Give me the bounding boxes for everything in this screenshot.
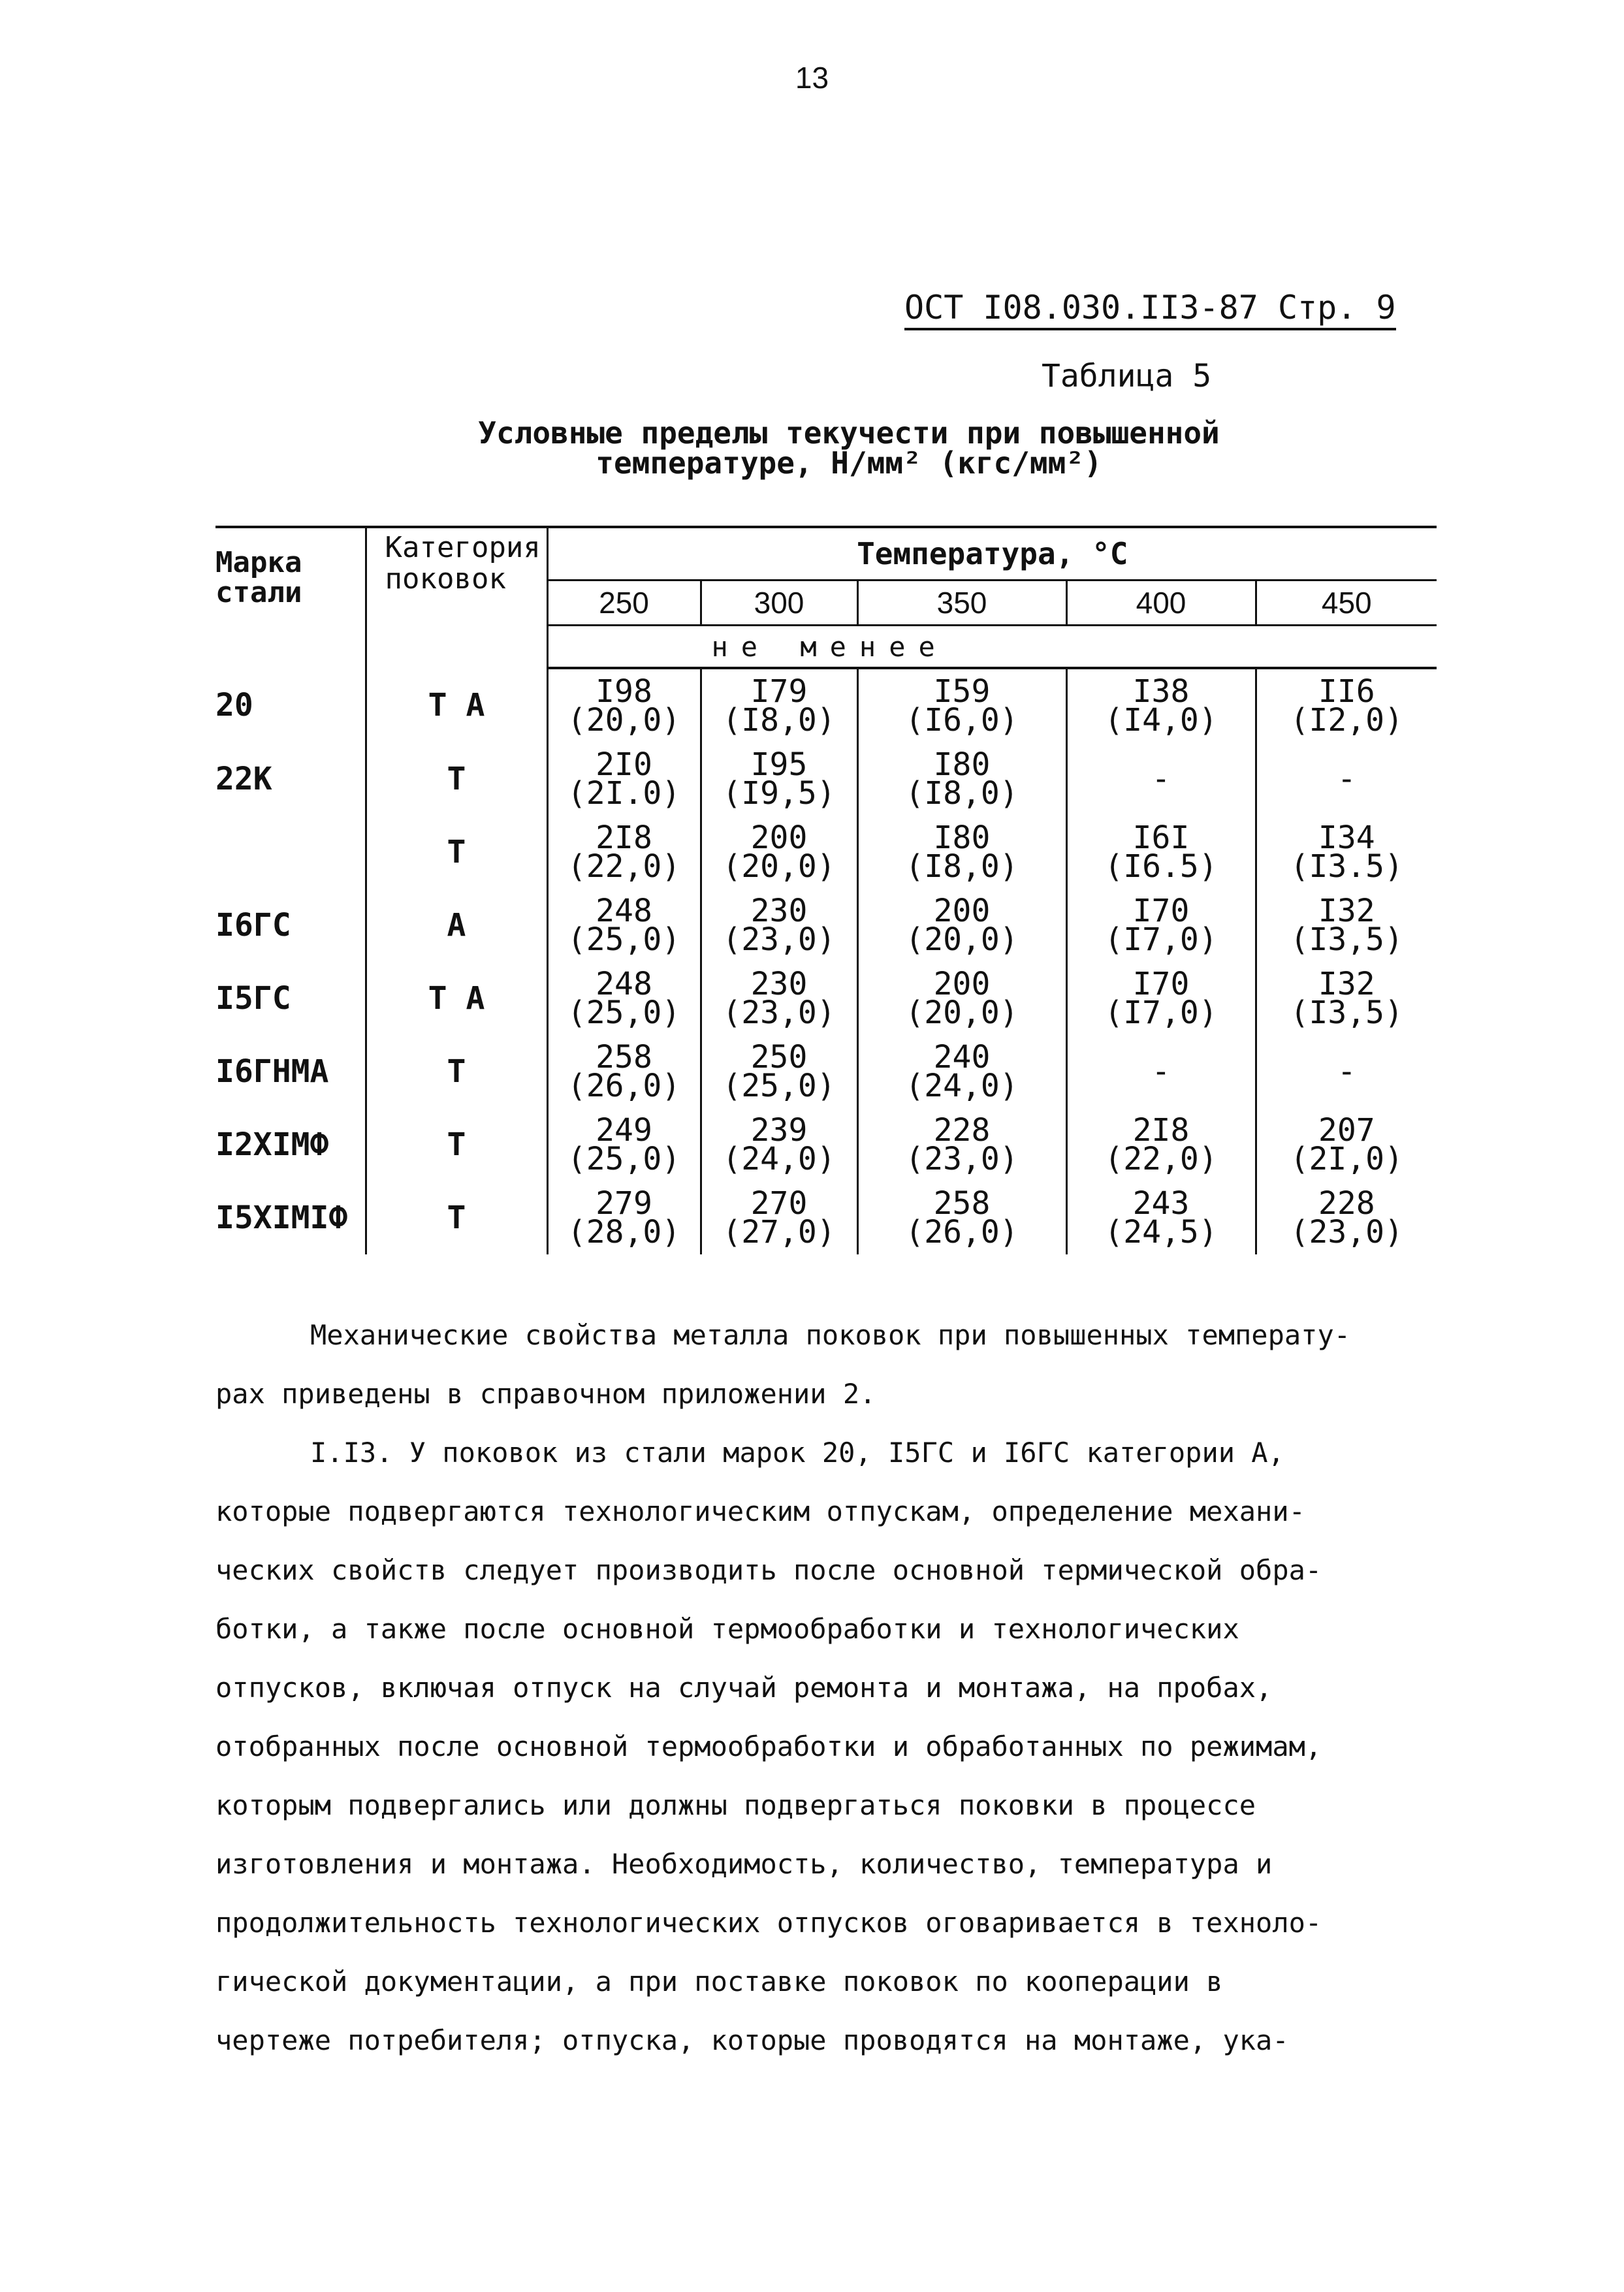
category-cell: Т А [366,668,547,742]
value-nmm2: 248 [596,893,652,929]
yield-value-cell [857,1035,1066,1108]
body-text-line: ботки, а также после основной термообработки и технологических [215,1613,1239,1645]
value-nmm2: 279 [596,1185,652,1222]
value-kgf-mm2: (25,0) [722,1068,836,1104]
yield-value-cell [1066,668,1256,742]
body-text-line: отпусков, включая отпуск на случай ремонта и монтажа, на пробах, [215,1672,1273,1704]
table-row [215,962,1437,1035]
value-nmm2: I32 [1318,966,1375,1002]
yield-value-cell [1066,742,1256,816]
body-text-line: ческих свойств следует производить после основной термической обра- [215,1554,1322,1586]
value-kgf-mm2: (22,0) [567,848,681,885]
table-title-line: температуре, Н/мм² (кгс/мм²) [596,445,1102,481]
value-kgf-mm2: (25,0) [567,921,681,958]
value-nmm2: 2I0 [596,746,652,783]
yield-value-cell [547,1108,701,1181]
yield-value-cell [701,668,857,742]
value-nmm2: 228 [933,1112,991,1149]
value-nmm2: 200 [750,820,808,856]
steel-grade-cell: 22К [215,742,366,816]
value-nmm2: 243 [1132,1185,1190,1222]
value-kgf-mm2: (28,0) [567,1214,681,1250]
value-kgf-mm2: (26,0) [905,1214,1019,1250]
yield-value-cell [857,1181,1066,1254]
value-kgf-mm2: (23,0) [722,995,836,1031]
value-kgf-mm2: (20,0) [905,995,1019,1031]
value-nmm2: - [1337,1053,1356,1090]
yield-value-cell [1256,668,1437,742]
body-text-line: Механические свойства металла поковок при повышенных температу- [310,1319,1351,1351]
value-nmm2: I70 [1132,893,1190,929]
category-cell: Т [366,816,547,889]
value-kgf-mm2: (I8,0) [722,702,836,739]
value-kgf-mm2: (23,0) [722,921,836,958]
value-nmm2: 2I8 [1132,1112,1190,1149]
value-kgf-mm2: (20,0) [567,702,681,739]
value-nmm2: 248 [596,966,652,1002]
header-forging-category: Категория поковок [366,527,547,668]
yield-value-cell [547,742,701,816]
header-steel-grade: Марка стали [215,527,366,668]
value-nmm2: 207 [1318,1112,1375,1149]
value-kgf-mm2: (20,0) [722,848,836,885]
value-kgf-mm2: (I2,0) [1290,702,1403,739]
category-cell: Т [366,1108,547,1181]
header-temp-450: 450 [1256,581,1437,626]
value-nmm2: I34 [1318,820,1375,856]
header-not-less-than: не менее [547,626,1437,669]
value-kgf-mm2: (23,0) [1290,1214,1403,1250]
value-nmm2: I38 [1132,673,1190,710]
yield-value-cell [1256,1108,1437,1181]
value-kgf-mm2: (2I,0) [1290,1141,1403,1177]
yield-value-cell [1256,1181,1437,1254]
table-row [215,742,1437,816]
yield-value-cell [1066,1181,1256,1254]
body-text-line: изготовления и монтажа. Необходимость, количество, температура и [215,1848,1273,1880]
value-kgf-mm2: (24,0) [722,1141,836,1177]
value-kgf-mm2: (I8,0) [905,775,1019,812]
value-kgf-mm2: (I6,0) [905,702,1019,739]
yield-value-cell [857,816,1066,889]
value-kgf-mm2: (I8,0) [905,848,1019,885]
value-nmm2: 258 [933,1185,991,1222]
value-kgf-mm2: (25,0) [567,995,681,1031]
value-nmm2: I59 [933,673,991,710]
header-temperature: Температура, °С [547,527,1437,581]
body-text-line: I.I3. У поковок из стали марок 20, I5ГС и I6ГС категории А, [310,1437,1284,1469]
value-kgf-mm2: (I7,0) [1104,995,1218,1031]
value-nmm2: II6 [1318,673,1375,710]
value-nmm2: I70 [1132,966,1190,1002]
yield-value-cell [1256,742,1437,816]
value-nmm2: 239 [750,1112,808,1149]
value-kgf-mm2: (I3,5) [1290,995,1403,1031]
body-text-line: продолжительность технологических отпусков оговаривается в техноло- [215,1907,1322,1939]
table-row [215,1108,1437,1181]
value-nmm2: 240 [933,1039,991,1075]
steel-grade-cell: I5ХIМIФ [215,1181,366,1254]
value-kgf-mm2: (24,5) [1104,1214,1218,1250]
yield-value-cell [1256,1035,1437,1108]
value-nmm2: 2I8 [596,820,652,856]
value-nmm2: I6I [1132,820,1190,856]
value-kgf-mm2: (26,0) [567,1068,681,1104]
yield-value-cell [1066,1108,1256,1181]
table-row [215,889,1437,962]
value-kgf-mm2: (I4,0) [1104,702,1218,739]
category-cell: Т [366,1035,547,1108]
yield-value-cell [701,962,857,1035]
page-number: 13 [795,61,829,95]
yield-value-cell [1066,962,1256,1035]
value-nmm2: I98 [596,673,652,710]
steel-grade-cell: I6ГНМА [215,1035,366,1108]
value-nmm2: I80 [933,746,991,783]
value-nmm2: - [1337,761,1356,797]
yield-value-cell [701,816,857,889]
value-nmm2: 228 [1318,1185,1375,1222]
value-kgf-mm2: (I3,5) [1290,921,1403,958]
yield-value-cell [1066,1035,1256,1108]
value-kgf-mm2: (22,0) [1104,1141,1218,1177]
steel-grade-cell [215,816,366,889]
value-nmm2: 230 [750,893,808,929]
value-kgf-mm2: (24,0) [905,1068,1019,1104]
category-cell: Т [366,742,547,816]
value-nmm2: - [1151,1053,1171,1090]
table-row [215,1181,1437,1254]
value-kgf-mm2: (23,0) [905,1141,1019,1177]
value-nmm2: I32 [1318,893,1375,929]
yield-value-cell [701,742,857,816]
yield-value-cell [547,1181,701,1254]
value-nmm2: I80 [933,820,991,856]
yield-value-cell [547,962,701,1035]
header-temp-350: 350 [857,581,1066,626]
body-text-line: отобранных после основной термообработки и обработанных по режимам, [215,1730,1322,1762]
steel-grade-cell: 20 [215,668,366,742]
yield-value-cell [547,889,701,962]
yield-value-cell [701,1181,857,1254]
yield-value-cell [701,1035,857,1108]
steel-grade-cell: I5ГС [215,962,366,1035]
yield-strength-table [215,526,1437,1254]
value-kgf-mm2: (I3.5) [1290,848,1403,885]
value-kgf-mm2: (27,0) [722,1214,836,1250]
value-nmm2: 249 [596,1112,652,1149]
yield-value-cell [547,668,701,742]
yield-value-cell [1066,889,1256,962]
table-row [215,668,1437,742]
category-cell: Т А [366,962,547,1035]
yield-value-cell [857,1108,1066,1181]
steel-grade-cell: I2ХIМФ [215,1108,366,1181]
body-text-line: гической документации, а при поставке поковок по кооперации в [215,1966,1223,1998]
value-nmm2: 200 [933,966,991,1002]
yield-value-cell [1256,816,1437,889]
yield-value-cell [547,1035,701,1108]
table-label: Таблица 5 [1042,358,1212,394]
yield-value-cell [1256,889,1437,962]
table-title-line: Условные пределы текучести при повышенной [478,415,1220,451]
steel-grade-cell: I6ГС [215,889,366,962]
yield-value-cell [1066,816,1256,889]
value-nmm2: I95 [750,746,808,783]
value-nmm2: 258 [596,1039,652,1075]
value-nmm2: 270 [750,1185,808,1222]
value-kgf-mm2: (25,0) [567,1141,681,1177]
header-temp-300: 300 [701,581,857,626]
value-kgf-mm2: (20,0) [905,921,1019,958]
value-kgf-mm2: (I9,5) [722,775,836,812]
body-text-line: которые подвергаются технологическим отпускам, определение механи- [215,1495,1305,1527]
category-cell: Т [366,1181,547,1254]
value-nmm2: I79 [750,673,808,710]
yield-value-cell [1256,962,1437,1035]
table-title [392,415,1306,481]
value-kgf-mm2: (I6.5) [1104,848,1218,885]
table-row [215,816,1437,889]
body-text-line: чертеже потребителя; отпуска, которые проводятся на монтаже, ука- [215,2024,1289,2056]
category-cell: А [366,889,547,962]
yield-value-cell [857,889,1066,962]
header-temp-400: 400 [1066,581,1256,626]
document-reference: ОСТ I08.030.II3-87 Стр. 9 [904,287,1396,330]
yield-value-cell [701,1108,857,1181]
value-kgf-mm2: (I7,0) [1104,921,1218,958]
yield-value-cell [701,889,857,962]
yield-value-cell [857,668,1066,742]
value-nmm2: - [1151,761,1171,797]
table-row [215,1035,1437,1108]
yield-value-cell [547,816,701,889]
value-kgf-mm2: (2I.0) [567,775,681,812]
body-text-line: рах приведены в справочном приложении 2. [215,1378,876,1410]
yield-value-cell [857,962,1066,1035]
value-nmm2: 230 [750,966,808,1002]
value-nmm2: 200 [933,893,991,929]
body-text-line: которым подвергались или должны подвергаться поковки в процессе [215,1789,1256,1821]
value-nmm2: 250 [750,1039,808,1075]
yield-value-cell [857,742,1066,816]
header-temp-250: 250 [547,581,701,626]
